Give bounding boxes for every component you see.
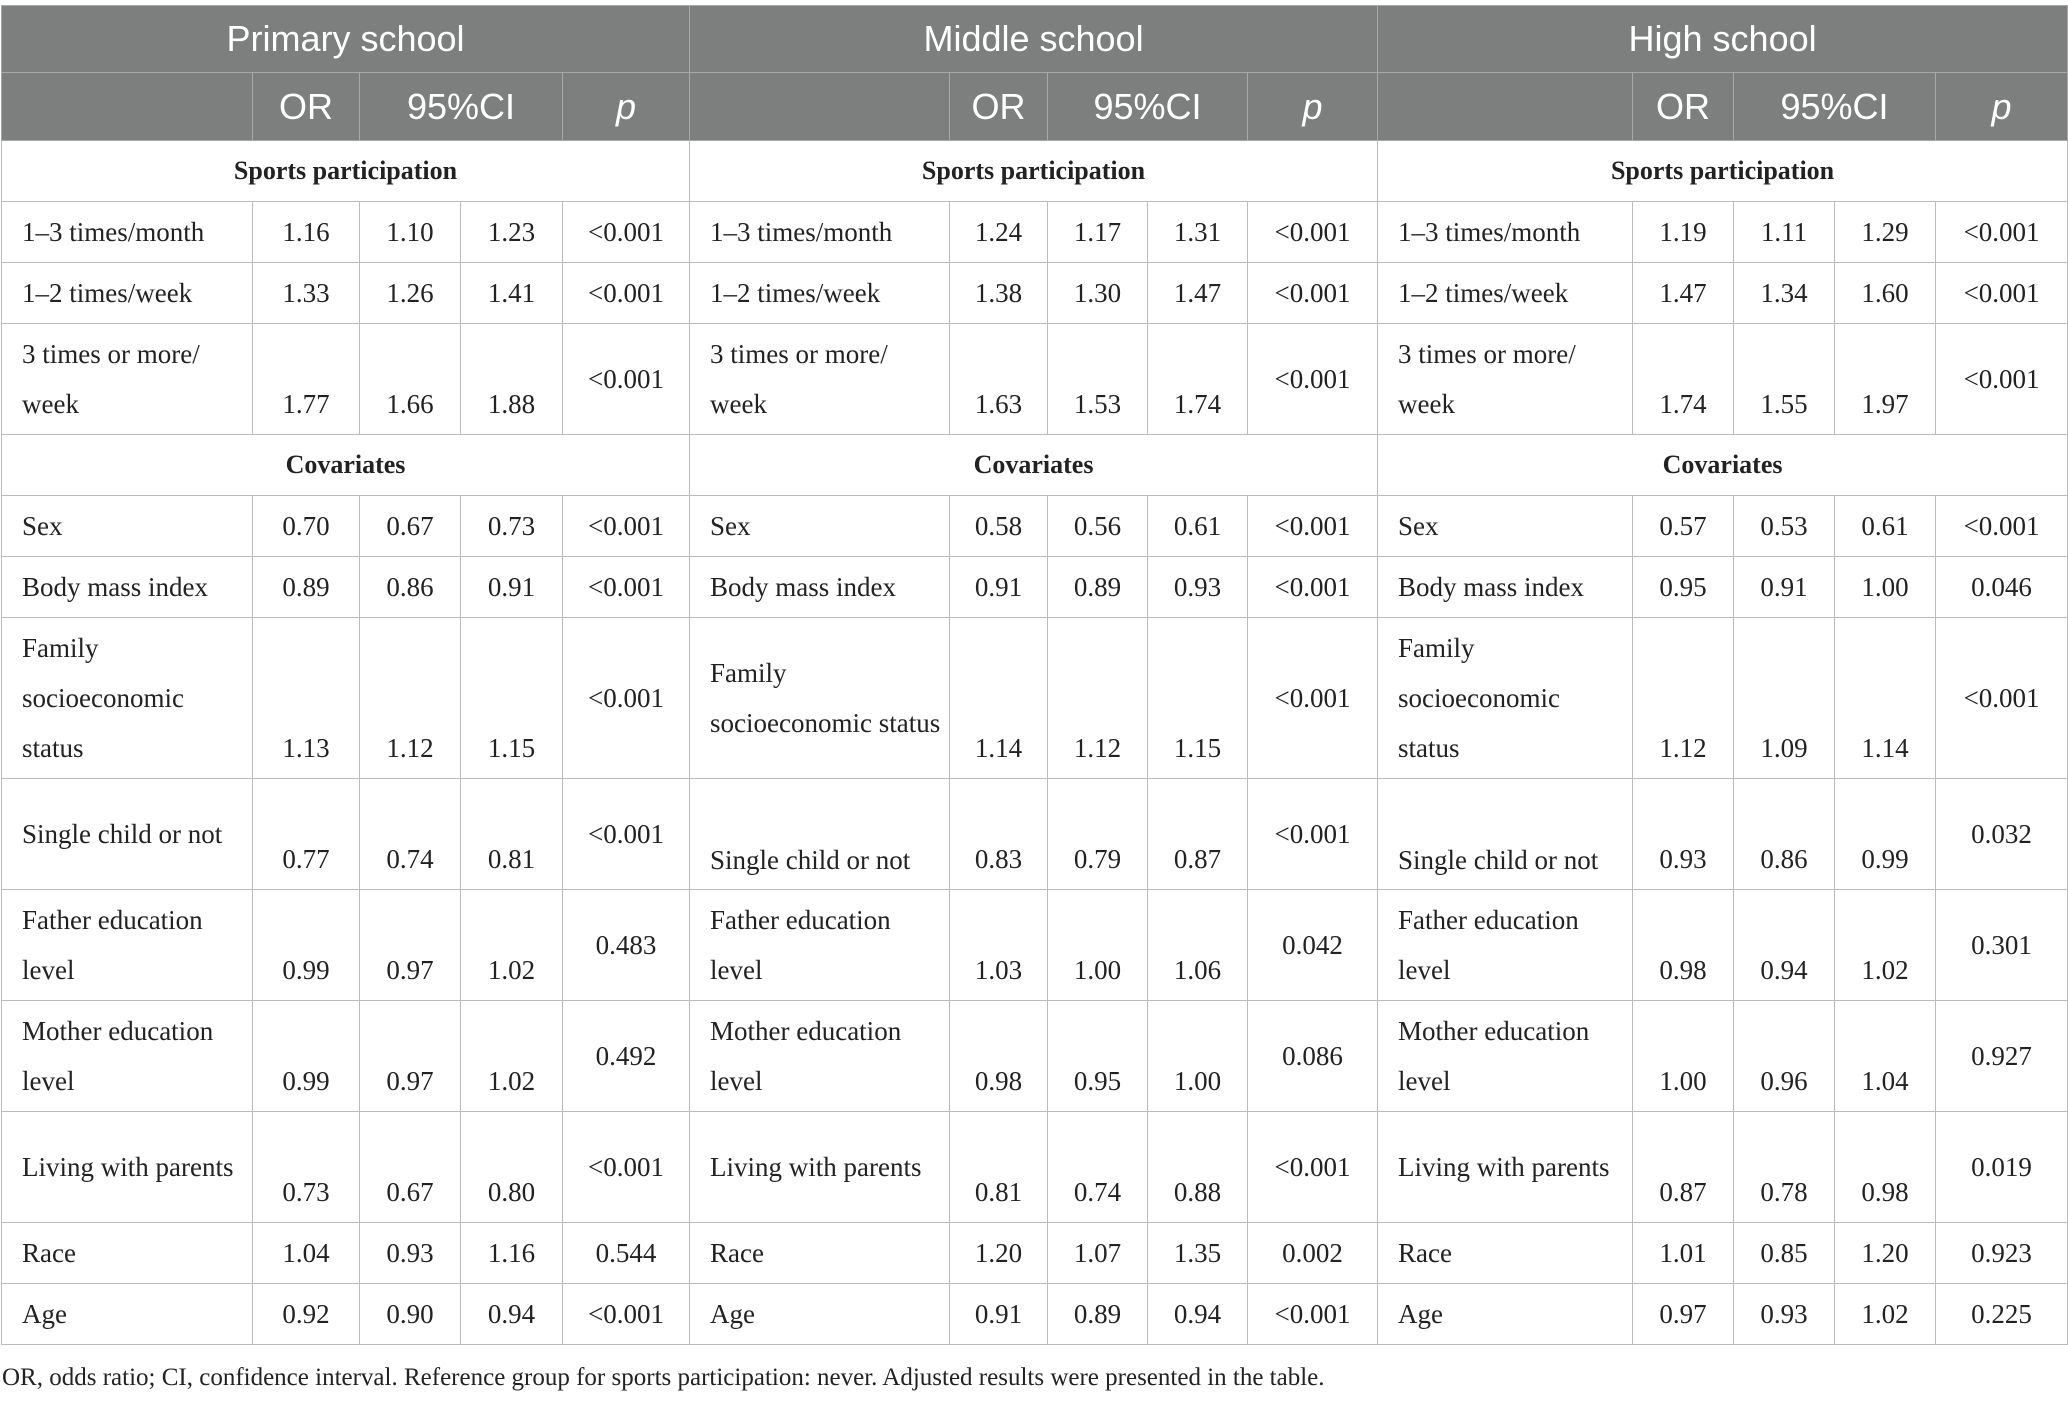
p-value: <0.001 — [1248, 496, 1378, 557]
p-value: 0.923 — [1936, 1223, 2068, 1284]
group-header-row — [2, 6, 2068, 73]
ci-lower-value: 0.90 — [360, 1284, 461, 1345]
p-value: 0.046 — [1936, 557, 2068, 618]
ci-upper-value: 0.73 — [461, 496, 563, 557]
or-value: 0.70 — [253, 496, 360, 557]
ci-lower-value: 1.53 — [1048, 324, 1148, 435]
row-label-family-socioeconomic-status: Family socioeconomic status — [1378, 618, 1633, 779]
sports-participation-heading: Sports participation — [690, 141, 1378, 202]
ci-lower-value: 1.55 — [1734, 324, 1835, 435]
row-label-age: Age — [690, 1284, 950, 1345]
or-value: 1.12 — [1633, 618, 1734, 779]
row-label-mother-education-level: Mother education level — [2, 1001, 253, 1112]
or-value: 1.24 — [950, 202, 1048, 263]
ci-lower-value: 0.91 — [1734, 557, 1835, 618]
or-value: 0.77 — [253, 779, 360, 890]
ci-upper-value: 0.94 — [1148, 1284, 1248, 1345]
ci-upper-value: 1.31 — [1148, 202, 1248, 263]
ci-upper-value: 1.29 — [1835, 202, 1936, 263]
ci-lower-value: 0.93 — [360, 1223, 461, 1284]
row-label-age: Age — [1378, 1284, 1633, 1345]
row-label-living-with-parents: Living with parents — [1378, 1112, 1633, 1223]
ci-upper-value: 1.06 — [1148, 890, 1248, 1001]
ci-upper-value: 0.87 — [1148, 779, 1248, 890]
ci-upper-value: 1.02 — [1835, 1284, 1936, 1345]
ci-lower-value: 1.17 — [1048, 202, 1148, 263]
row-label-father-education-level: Father education level — [1378, 890, 1633, 1001]
odds-ratio-table — [1, 5, 2068, 1345]
or-value: 0.89 — [253, 557, 360, 618]
ci-lower-value: 0.97 — [360, 890, 461, 1001]
ci-header: 95%CI — [360, 73, 563, 141]
or-value: 0.95 — [1633, 557, 1734, 618]
row-label-1-3-times-month: 1–3 times/month — [2, 202, 253, 263]
p-value: 0.086 — [1248, 1001, 1378, 1112]
row-label-body-mass-index: Body mass index — [690, 557, 950, 618]
ci-upper-value: 1.74 — [1148, 324, 1248, 435]
or-value: 1.00 — [1633, 1001, 1734, 1112]
or-value: 1.74 — [1633, 324, 1734, 435]
stat-header-blank — [690, 73, 950, 141]
ci-lower-value: 1.09 — [1734, 618, 1835, 779]
or-value: 1.77 — [253, 324, 360, 435]
p-value: <0.001 — [1248, 202, 1378, 263]
table-footnote: OR, odds ratio; CI, confidence interval. Reference group for sports participation: never. Adjusted results were presented in the table. — [2, 1364, 1325, 1391]
ci-upper-value: 1.00 — [1835, 557, 1936, 618]
ci-upper-value: 0.94 — [461, 1284, 563, 1345]
or-header: OR — [253, 73, 360, 141]
row-label-1-2-times-week: 1–2 times/week — [2, 263, 253, 324]
ci-upper-value: 1.60 — [1835, 263, 1936, 324]
or-value: 0.99 — [253, 1001, 360, 1112]
or-value: 0.99 — [253, 890, 360, 1001]
ci-lower-value: 0.67 — [360, 496, 461, 557]
ci-lower-value: 1.07 — [1048, 1223, 1148, 1284]
or-value: 1.14 — [950, 618, 1048, 779]
or-value: 1.13 — [253, 618, 360, 779]
ci-lower-value: 0.86 — [1734, 779, 1835, 890]
row-label-family-socioeconomic-status: Family socioeconomic status — [2, 618, 253, 779]
row-label-body-mass-index: Body mass index — [2, 557, 253, 618]
or-value: 1.03 — [950, 890, 1048, 1001]
row-label-1-2-times-week: 1–2 times/week — [1378, 263, 1633, 324]
row-label-mother-education-level: Mother education level — [1378, 1001, 1633, 1112]
or-value: 0.98 — [1633, 890, 1734, 1001]
p-value: <0.001 — [563, 1284, 690, 1345]
p-value: 0.544 — [563, 1223, 690, 1284]
p-value: 0.301 — [1936, 890, 2068, 1001]
ci-header: 95%CI — [1048, 73, 1248, 141]
p-value: <0.001 — [563, 202, 690, 263]
or-header: OR — [1633, 73, 1734, 141]
ci-lower-value: 1.10 — [360, 202, 461, 263]
ci-upper-value: 0.88 — [1148, 1112, 1248, 1223]
table-row — [2, 1284, 2068, 1345]
ci-lower-value: 0.95 — [1048, 1001, 1148, 1112]
p-value: <0.001 — [1248, 557, 1378, 618]
p-value: <0.001 — [563, 496, 690, 557]
sports-participation-heading: Sports participation — [1378, 141, 2068, 202]
ci-upper-value: 1.16 — [461, 1223, 563, 1284]
group-header-middle: Middle school — [690, 6, 1378, 73]
p-value: <0.001 — [1936, 202, 2068, 263]
ci-lower-value: 1.34 — [1734, 263, 1835, 324]
sports-participation-heading: Sports participation — [2, 141, 690, 202]
row-label-living-with-parents: Living with parents — [690, 1112, 950, 1223]
ci-upper-value: 0.61 — [1835, 496, 1936, 557]
row-label-3-times-or-more-week: 3 times or more/ week — [2, 324, 253, 435]
ci-lower-value: 0.53 — [1734, 496, 1835, 557]
row-label-single-child-or-not: Single child or not — [1378, 779, 1633, 890]
p-header: p — [1248, 73, 1378, 141]
table-body — [2, 141, 2068, 1345]
covariates-heading: Covariates — [690, 435, 1378, 496]
row-label-father-education-level: Father education level — [2, 890, 253, 1001]
ci-lower-value: 0.79 — [1048, 779, 1148, 890]
table-row — [2, 202, 2068, 263]
row-label-mother-education-level: Mother education level — [690, 1001, 950, 1112]
or-value: 1.63 — [950, 324, 1048, 435]
p-header: p — [563, 73, 690, 141]
ci-upper-value: 0.91 — [461, 557, 563, 618]
ci-lower-value: 1.12 — [1048, 618, 1148, 779]
ci-upper-value: 1.15 — [461, 618, 563, 779]
covariates-heading: Covariates — [2, 435, 690, 496]
p-value: 0.492 — [563, 1001, 690, 1112]
p-value: <0.001 — [563, 779, 690, 890]
ci-lower-value: 0.56 — [1048, 496, 1148, 557]
ci-lower-value: 0.85 — [1734, 1223, 1835, 1284]
p-header: p — [1936, 73, 2068, 141]
row-label-sex: Sex — [690, 496, 950, 557]
table-row — [2, 263, 2068, 324]
p-value: <0.001 — [1248, 324, 1378, 435]
p-value: 0.225 — [1936, 1284, 2068, 1345]
row-label-race: Race — [1378, 1223, 1633, 1284]
ci-lower-value: 1.11 — [1734, 202, 1835, 263]
sports-participation-row — [2, 141, 2068, 202]
ci-upper-value: 1.88 — [461, 324, 563, 435]
ci-upper-value: 1.04 — [1835, 1001, 1936, 1112]
or-value: 0.91 — [950, 557, 1048, 618]
ci-lower-value: 0.74 — [1048, 1112, 1148, 1223]
covariates-heading: Covariates — [1378, 435, 2068, 496]
p-value: <0.001 — [563, 557, 690, 618]
ci-lower-value: 1.66 — [360, 324, 461, 435]
p-value: 0.042 — [1248, 890, 1378, 1001]
row-label-race: Race — [690, 1223, 950, 1284]
row-label-3-times-or-more-week: 3 times or more/ week — [1378, 324, 1633, 435]
ci-lower-value: 0.67 — [360, 1112, 461, 1223]
p-value: <0.001 — [563, 618, 690, 779]
ci-upper-value: 1.02 — [461, 1001, 563, 1112]
p-value: <0.001 — [563, 263, 690, 324]
row-label-sex: Sex — [1378, 496, 1633, 557]
row-label-age: Age — [2, 1284, 253, 1345]
or-value: 0.98 — [950, 1001, 1048, 1112]
table-row — [2, 557, 2068, 618]
ci-upper-value: 1.02 — [1835, 890, 1936, 1001]
stat-header-blank — [2, 73, 253, 141]
table-row — [2, 890, 2068, 1001]
ci-lower-value: 0.86 — [360, 557, 461, 618]
row-label-1-3-times-month: 1–3 times/month — [690, 202, 950, 263]
or-value: 1.16 — [253, 202, 360, 263]
or-value: 1.19 — [1633, 202, 1734, 263]
ci-lower-value: 1.30 — [1048, 263, 1148, 324]
ci-lower-value: 0.94 — [1734, 890, 1835, 1001]
group-header-primary: Primary school — [2, 6, 690, 73]
ci-upper-value: 0.93 — [1148, 557, 1248, 618]
p-value: <0.001 — [1248, 1112, 1378, 1223]
or-value: 1.01 — [1633, 1223, 1734, 1284]
results-table-container — [1, 5, 2067, 1345]
or-value: 0.87 — [1633, 1112, 1734, 1223]
or-value: 0.57 — [1633, 496, 1734, 557]
or-value: 1.38 — [950, 263, 1048, 324]
or-value: 0.73 — [253, 1112, 360, 1223]
ci-lower-value: 1.12 — [360, 618, 461, 779]
ci-lower-value: 0.89 — [1048, 1284, 1148, 1345]
or-value: 1.04 — [253, 1223, 360, 1284]
p-value: 0.927 — [1936, 1001, 2068, 1112]
row-label-single-child-or-not: Single child or not — [690, 779, 950, 890]
ci-upper-value: 1.47 — [1148, 263, 1248, 324]
p-value: <0.001 — [563, 1112, 690, 1223]
or-value: 0.58 — [950, 496, 1048, 557]
p-value: <0.001 — [1248, 263, 1378, 324]
table-row — [2, 496, 2068, 557]
table-row — [2, 1223, 2068, 1284]
row-label-race: Race — [2, 1223, 253, 1284]
table-row — [2, 1001, 2068, 1112]
ci-lower-value: 0.97 — [360, 1001, 461, 1112]
ci-lower-value: 0.89 — [1048, 557, 1148, 618]
table-row — [2, 1112, 2068, 1223]
row-label-family-socioeconomic-status: Family socioeconomic status — [690, 618, 950, 779]
p-value: <0.001 — [563, 324, 690, 435]
row-label-living-with-parents: Living with parents — [2, 1112, 253, 1223]
ci-upper-value: 1.97 — [1835, 324, 1936, 435]
or-value: 0.83 — [950, 779, 1048, 890]
or-value: 1.47 — [1633, 263, 1734, 324]
ci-upper-value: 1.02 — [461, 890, 563, 1001]
or-value: 0.97 — [1633, 1284, 1734, 1345]
ci-lower-value: 0.74 — [360, 779, 461, 890]
ci-upper-value: 1.23 — [461, 202, 563, 263]
ci-header: 95%CI — [1734, 73, 1936, 141]
ci-lower-value: 1.00 — [1048, 890, 1148, 1001]
p-value: <0.001 — [1248, 1284, 1378, 1345]
ci-lower-value: 1.26 — [360, 263, 461, 324]
ci-upper-value: 1.14 — [1835, 618, 1936, 779]
p-value: <0.001 — [1936, 324, 2068, 435]
row-label-1-2-times-week: 1–2 times/week — [690, 263, 950, 324]
row-label-1-3-times-month: 1–3 times/month — [1378, 202, 1633, 263]
row-label-father-education-level: Father education level — [690, 890, 950, 1001]
p-value: 0.019 — [1936, 1112, 2068, 1223]
or-value: 0.93 — [1633, 779, 1734, 890]
ci-upper-value: 1.00 — [1148, 1001, 1248, 1112]
ci-lower-value: 0.96 — [1734, 1001, 1835, 1112]
or-header: OR — [950, 73, 1048, 141]
or-value: 0.92 — [253, 1284, 360, 1345]
ci-lower-value: 0.93 — [1734, 1284, 1835, 1345]
table-row — [2, 618, 2068, 779]
ci-upper-value: 1.35 — [1148, 1223, 1248, 1284]
ci-upper-value: 0.81 — [461, 779, 563, 890]
p-value: <0.001 — [1248, 618, 1378, 779]
row-label-single-child-or-not: Single child or not — [2, 779, 253, 890]
ci-upper-value: 0.98 — [1835, 1112, 1936, 1223]
table-row — [2, 779, 2068, 890]
p-value: <0.001 — [1248, 779, 1378, 890]
row-label-sex: Sex — [2, 496, 253, 557]
table-row — [2, 324, 2068, 435]
stat-header-row — [2, 73, 2068, 141]
or-value: 0.91 — [950, 1284, 1048, 1345]
p-value: <0.001 — [1936, 618, 2068, 779]
or-value: 1.33 — [253, 263, 360, 324]
row-label-body-mass-index: Body mass index — [1378, 557, 1633, 618]
p-value: 0.002 — [1248, 1223, 1378, 1284]
or-value: 0.81 — [950, 1112, 1048, 1223]
stat-header-blank — [1378, 73, 1633, 141]
p-value: <0.001 — [1936, 263, 2068, 324]
ci-upper-value: 0.99 — [1835, 779, 1936, 890]
p-value: 0.483 — [563, 890, 690, 1001]
ci-upper-value: 1.15 — [1148, 618, 1248, 779]
ci-lower-value: 0.78 — [1734, 1112, 1835, 1223]
row-label-3-times-or-more-week: 3 times or more/ week — [690, 324, 950, 435]
p-value: 0.032 — [1936, 779, 2068, 890]
ci-upper-value: 0.61 — [1148, 496, 1248, 557]
ci-upper-value: 1.20 — [1835, 1223, 1936, 1284]
p-value: <0.001 — [1936, 496, 2068, 557]
group-header-high: High school — [1378, 6, 2068, 73]
ci-upper-value: 0.80 — [461, 1112, 563, 1223]
ci-upper-value: 1.41 — [461, 263, 563, 324]
or-value: 1.20 — [950, 1223, 1048, 1284]
covariates-row — [2, 435, 2068, 496]
